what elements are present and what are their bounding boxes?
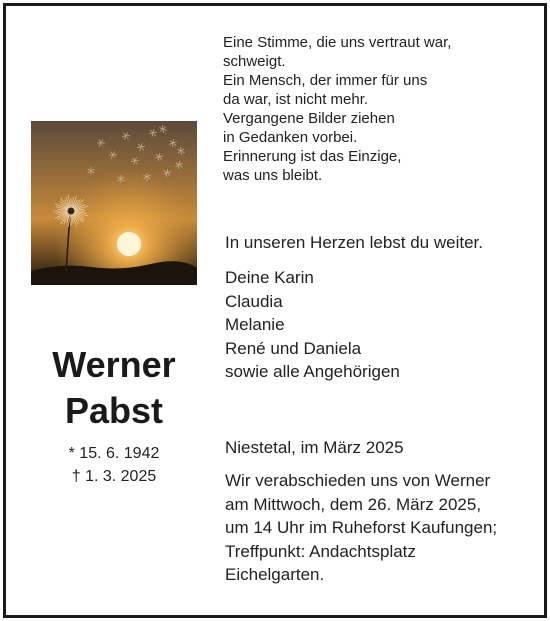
funeral-notice: [225, 469, 497, 587]
funeral-line: Treffpunkt: Andachtsplatz: [225, 541, 416, 561]
mourners-list: [225, 266, 400, 384]
poem-line: was uns bleibt.: [223, 167, 323, 184]
mourner: René und Daniela: [225, 338, 362, 358]
poem-line: da war, ist nicht mehr.: [223, 91, 369, 108]
mourner: Melanie: [225, 315, 285, 334]
deceased-last-name: Pabst: [64, 390, 164, 431]
sun: [117, 232, 141, 256]
place-date: Niestetal, im März 2025: [225, 438, 404, 457]
mourner: Claudia: [225, 291, 283, 311]
funeral-line: Eichelgarten.: [225, 565, 325, 584]
poem-line: Vergangene Bilder ziehen: [223, 110, 395, 127]
deceased-first-name: Werner: [52, 344, 176, 385]
poem-line: schweigt.: [223, 53, 286, 70]
poem-line: in Gedanken vorbei.: [223, 129, 358, 146]
sun-glow: [31, 121, 197, 285]
death-date: † 1. 3. 2025: [71, 468, 157, 485]
dandelion-sunset-image: [31, 121, 197, 285]
poem: [223, 33, 451, 185]
memorial-line: In unseren Herzen lebst du weiter.: [225, 233, 483, 252]
poem-line: Eine Stimme, die uns vertraut war,: [223, 34, 452, 51]
poem-line: Ein Mensch, der immer für uns: [223, 72, 428, 89]
funeral-line: am Mittwoch, dem 26. März 2025,: [225, 494, 482, 514]
birth-date: * 15. 6. 1942: [68, 445, 160, 462]
mourner: sowie alle Angehörigen: [225, 362, 400, 381]
poem-line: Erinnerung ist das Einzige,: [223, 148, 402, 165]
life-dates: [31, 442, 197, 488]
funeral-line: um 14 Uhr im Ruheforst Kaufungen;: [225, 518, 498, 537]
funeral-line: Wir verabschieden uns von Werner: [225, 471, 491, 490]
mourner: Deine Karin: [225, 268, 314, 287]
